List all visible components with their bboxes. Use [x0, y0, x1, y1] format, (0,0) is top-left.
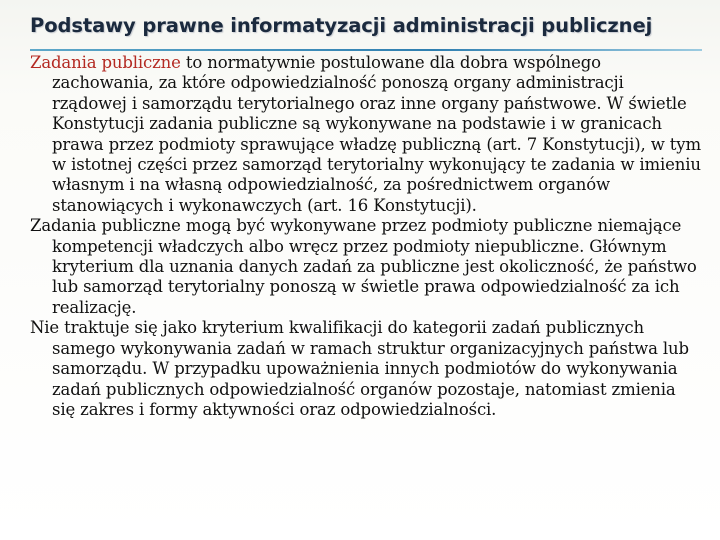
- paragraph-2: [30, 216, 702, 318]
- paragraph-2-text: Zadania publiczne mogą być wykonywane przez podmioty publiczne niemające kompetencji władczych albo wręcz przez podmioty niepubliczne. Głównym kryterium dla uznania danych zadań za publiczne jest okoliczność, że państwo lub samorząd terytorialny ponoszą w świetle prawa odpowiedzialność za ich realizację.: [30, 216, 697, 317]
- paragraph-1-text: to normatywnie postulowane dla dobra wspólnego zachowania, za które odpowiedzialność ponoszą organy administracji rządowej i samorządu terytorialnego oraz inne organy państwowe. W świetle Konstytucji zadania publiczne są wykonywane na podstawie i w granicach prawa przez podmioty sprawujące władzę publiczną (art. 7 Konstytucji), w tym w istotnej części przez samorząd terytorialny wykonujący te zadania w imieniu własnym i na własną odpowiedzialność, za pośrednictwem organów stanowiących i wykonawczych (art. 16 Konstytucji).: [52, 53, 701, 215]
- term-zadania-publiczne: Zadania publiczne: [30, 53, 181, 72]
- slide-body: [30, 53, 702, 420]
- paragraph-3: [30, 318, 702, 420]
- paragraph-3-text: Nie traktuje się jako kryterium kwalifikacji do kategorii zadań publicznych samego wykonywania zadań w ramach struktur organizacyjnych państwa lub samorządu. W przypadku upoważnienia innych podmiotów do wykonywania zadań publicznych odpowiedzialność organów pozostaje, natomiast zmienia się zakres i formy aktywności oraz odpowiedzialności.: [30, 318, 689, 419]
- slide-title: Podstawy prawne informatyzacji administracji publicznej: [30, 14, 653, 37]
- title-underline: [30, 49, 702, 51]
- paragraph-1: [30, 53, 702, 216]
